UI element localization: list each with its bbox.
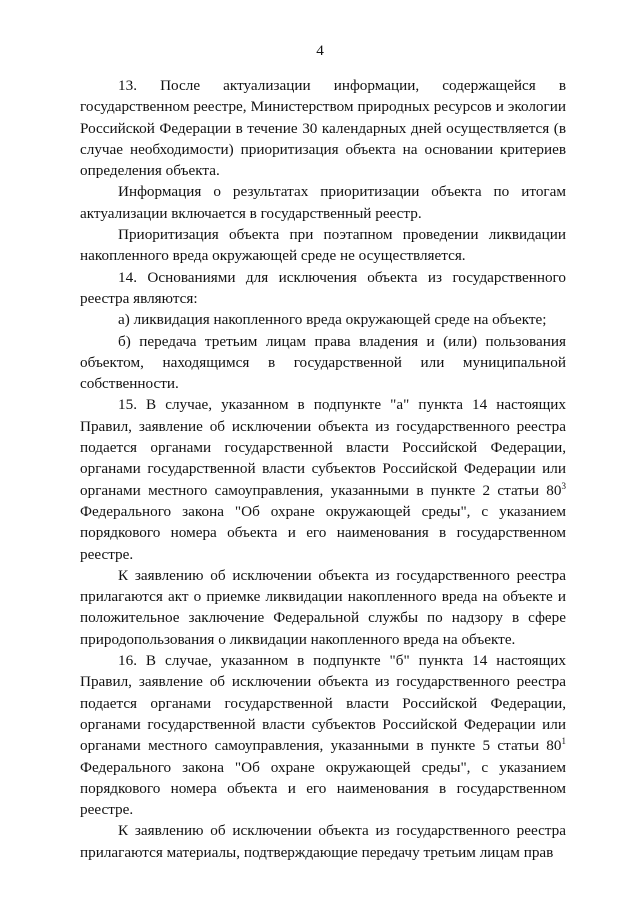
paragraph-14b (80, 331, 566, 395)
paragraph-text: Приоритизация объекта при поэтапном проведении ликвидации накопленного вреда окружающей среде не осуществляется. (80, 226, 566, 265)
page-number: 4 (316, 42, 324, 59)
paragraph-text: Информация о результатах приоритизации объекта по итогам актуализации включается в государственный реестр. (80, 183, 566, 222)
paragraph-15-attachments (80, 565, 566, 650)
paragraph-14 (80, 267, 566, 310)
paragraph-prioritization-info (80, 181, 566, 224)
paragraph-text: 16. В случае, указанном в подпункте "б" пункта 14 настоящих Правил, заявление об исключении объекта из государственного реестра подается органами государственной власти Российской Федерации, органами государственной власти субъектов Российской Федерации или органами местного самоуправления, указанными в пункте 5 статьи 80 (80, 652, 566, 755)
paragraph-text: б) передача третьим лицам права владения и (или) пользования объектом, находящимся в государственной или муниципальной собственности. (80, 332, 566, 393)
paragraph-16 (80, 650, 566, 820)
paragraph-14a (80, 309, 566, 330)
paragraph-prioritization-stages (80, 224, 566, 267)
paragraph-16-attachments (80, 820, 566, 863)
superscript: 1 (561, 736, 566, 747)
paragraph-text: 14. Основаниями для исключения объекта из государственного реестра являются: (80, 268, 566, 307)
paragraph-text: Федерального закона "Об охране окружающей среды", с указанием порядкового номера объекта и его наименования в государственном реестре. (80, 502, 566, 563)
paragraph-15 (80, 394, 566, 564)
paragraph-text: а) ликвидация накопленного вреда окружающей среде на объекте; (118, 311, 547, 329)
superscript: 3 (561, 480, 566, 491)
paragraph-13 (80, 75, 566, 181)
paragraph-text: К заявлению об исключении объекта из государственного реестра прилагаются материалы, подтверждающие передачу третьим лицам прав (80, 822, 566, 861)
paragraph-text: 15. В случае, указанном в подпункте "а" пункта 14 настоящих Правил, заявление об исключении объекта из государственного реестра подается органами государственной власти Российской Федерации, органами государственной власти субъектов Российской Федерации или органами местного самоуправления, указанными в пункте 2 статьи 80 (80, 396, 566, 499)
paragraph-text: Федерального закона "Об охране окружающей среды", с указанием порядкового номера объекта и его наименования в государственном реестре. (80, 758, 566, 819)
document-body (80, 75, 566, 863)
paragraph-text: 13. После актуализации информации, содержащейся в государственном реестре, Министерством природных ресурсов и экологии Российской Федерации в течение 30 календарных дней осуществляется (в случае необходимости) приоритизация объекта на основании критериев определения объекта. (80, 77, 566, 180)
paragraph-text: К заявлению об исключении объекта из государственного реестра прилагаются акт о приемке ликвидации накопленного вреда на объекте и положительное заключение Федеральной службы по надзору в сфере природопользования о ликвидации накопленного вреда на объекте. (80, 566, 566, 648)
